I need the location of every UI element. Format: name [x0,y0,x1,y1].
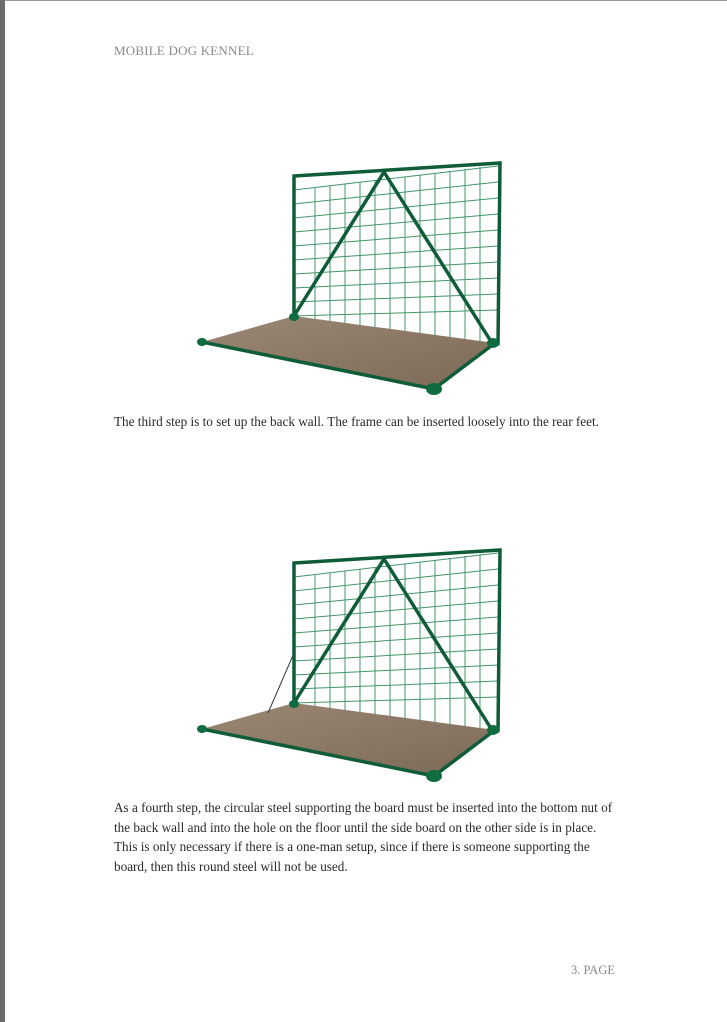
kennel-support-rod-illustration [190,545,510,790]
step-three-text: The third step is to set up the back wall. The frame can be inserted loosely into the rear feet. [114,414,599,429]
page-left-edge [0,0,5,1022]
page-top-edge [0,0,727,1]
page-header: MOBILE DOG KENNEL [114,43,254,58]
page-number: 3. PAGE [571,963,615,977]
step-four-text: As a fourth step, the circular steel supporting the board must be inserted into the bottom nut of the back wall and into the hole on the floor until the side board on the other side is in place. This is only necessary if there is a one-man setup, since if there is someone supporting the board, then this round steel will not be used. [114,800,613,874]
kennel-back-wall-illustration [190,158,510,403]
